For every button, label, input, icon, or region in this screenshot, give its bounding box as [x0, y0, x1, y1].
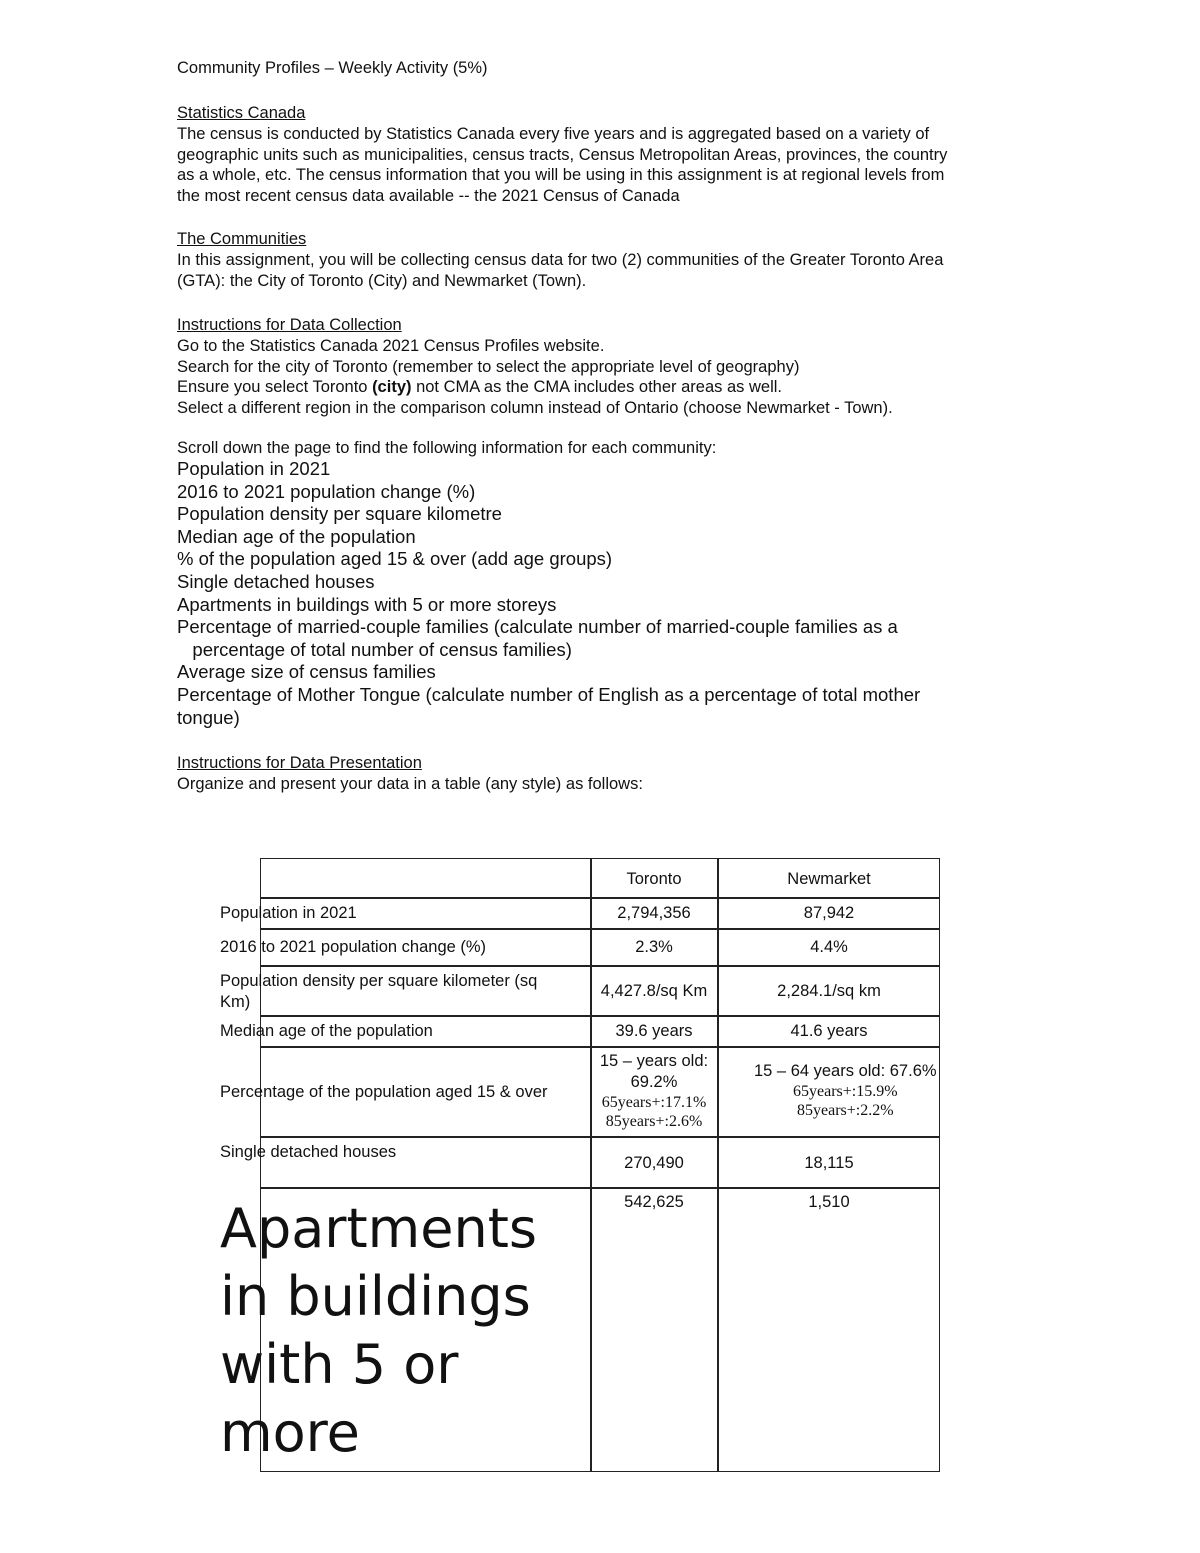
row-label-apartments: Apartments in buildings with 5 or more [220, 1197, 538, 1464]
cell-toronto-aged-line: 85years+:2.6% [605, 1113, 703, 1130]
communities-heading: The Communities [177, 230, 307, 248]
collection-heading: Instructions for Data Collection [177, 316, 402, 334]
info-item: Median age of the population [177, 525, 416, 547]
info-item: Population in 2021 [177, 458, 331, 479]
collection-line-post: not CMA as the CMA includes other areas as well. [411, 378, 782, 396]
document-title: Community Profiles – Weekly Activity (5%) [177, 59, 488, 77]
cell-toronto-aged-line: 65years+:17.1% [601, 1094, 707, 1111]
row-label-density: Population density per square kilometer (sq [220, 972, 538, 990]
table-row-divider [260, 1046, 940, 1048]
table-row-divider [260, 965, 940, 967]
cell-toronto-aged-line: 69.2% [630, 1073, 678, 1091]
cell-newmarket-population: 87,942 [803, 904, 855, 922]
info-item: Single detached houses [177, 571, 375, 592]
table-row-divider [260, 897, 940, 899]
cell-newmarket-median-age: 41.6 years [790, 1022, 868, 1040]
collection-line-bold: (city) [372, 378, 412, 396]
info-item: Apartments in buildings with 5 or more storeys [177, 593, 557, 615]
cell-newmarket-population-change: 4.4% [810, 938, 848, 956]
collection-line-city [177, 377, 782, 398]
column-header-toronto: Toronto [626, 870, 682, 888]
statcan-line: The census is conducted by Statistics Canada every five years and is aggregated based on a variety of [177, 125, 930, 143]
table-row-divider [260, 1136, 940, 1138]
table-row-divider [260, 1187, 940, 1189]
communities-line: (GTA): the City of Toronto (City) and Newmarket (Town). [177, 271, 587, 290]
info-item: 2016 to 2021 population change (%) [177, 480, 476, 502]
statcan-line: the most recent census data available -- the 2021 Census of Canada [177, 186, 680, 205]
cell-newmarket-density: 2,284.1/sq km [777, 982, 881, 1000]
cell-toronto-aged-line: 15 – years old: [599, 1052, 709, 1070]
cell-toronto-density: 4,427.8/sq Km [600, 982, 708, 1000]
collection-line: Search for the city of Toronto (remember to select the appropriate level of geography) [177, 357, 800, 376]
info-item: % of the population aged 15 & over (add age groups) [177, 548, 613, 570]
collection-line: Select a different region in the comparison column instead of Ontario (choose Newmarket - Town). [177, 398, 893, 417]
cell-newmarket-single-detached: 18,115 [804, 1154, 854, 1172]
cell-newmarket-aged-line: 85years+:2.2% [797, 1102, 894, 1119]
info-item: Population density per square kilometre [177, 503, 502, 525]
cell-toronto-apartments: 542,625 [624, 1193, 684, 1211]
cell-newmarket-aged-line: 65years+:15.9% [793, 1083, 898, 1100]
statcan-line: geographic units such as municipalities, census tracts, Census Metropolitan Areas, provinces, the country [177, 145, 948, 164]
row-label-population: Population in 2021 [220, 904, 357, 922]
cell-toronto-single-detached: 270,490 [624, 1154, 684, 1172]
cell-toronto-population-change: 2.3% [635, 938, 673, 956]
row-label-single-detached: Single detached houses [220, 1143, 397, 1161]
info-item: percentage of total number of census families) [177, 638, 572, 660]
collection-line-pre: Ensure you select Toronto [177, 378, 373, 396]
row-label-population-change: 2016 to 2021 population change (%) [220, 938, 487, 956]
communities-line: In this assignment, you will be collecting census data for two (2) communities of the Greater Toronto Area [177, 251, 944, 269]
cell-toronto-median-age: 39.6 years [615, 1022, 693, 1040]
info-item: Percentage of Mother Tongue (calculate number of English as a percentage of total mother [177, 684, 921, 705]
scroll-instruction: Scroll down the page to find the following information for each community: [177, 439, 717, 457]
info-item: Percentage of married-couple families (calculate number of married-couple families as a [177, 616, 898, 638]
statcan-line: as a whole, etc. The census information that you will be using in this assignment is at regional levels from [177, 166, 945, 184]
table-row-divider [260, 928, 940, 930]
cell-newmarket-apartments: 1,510 [808, 1193, 850, 1211]
collection-line: Go to the Statistics Canada 2021 Census Profiles website. [177, 337, 605, 355]
presentation-heading: Instructions for Data Presentation [177, 754, 422, 772]
cell-toronto-population: 2,794,356 [617, 904, 691, 922]
column-header-newmarket: Newmarket [787, 870, 871, 888]
row-label-density-cont: Km) [220, 993, 251, 1011]
row-label-aged-15-over: Percentage of the population aged 15 & over [220, 1083, 548, 1101]
row-label-median-age: Median age of the population [220, 1022, 433, 1040]
presentation-line: Organize and present your data in a table (any style) as follows: [177, 775, 643, 793]
statcan-heading: Statistics Canada [177, 104, 306, 122]
cell-newmarket-aged-line: 15 – 64 years old: 67.6% [754, 1062, 937, 1080]
info-item: Average size of census families [177, 661, 436, 683]
table-row-divider [260, 1015, 940, 1017]
info-item: tongue) [177, 706, 240, 728]
